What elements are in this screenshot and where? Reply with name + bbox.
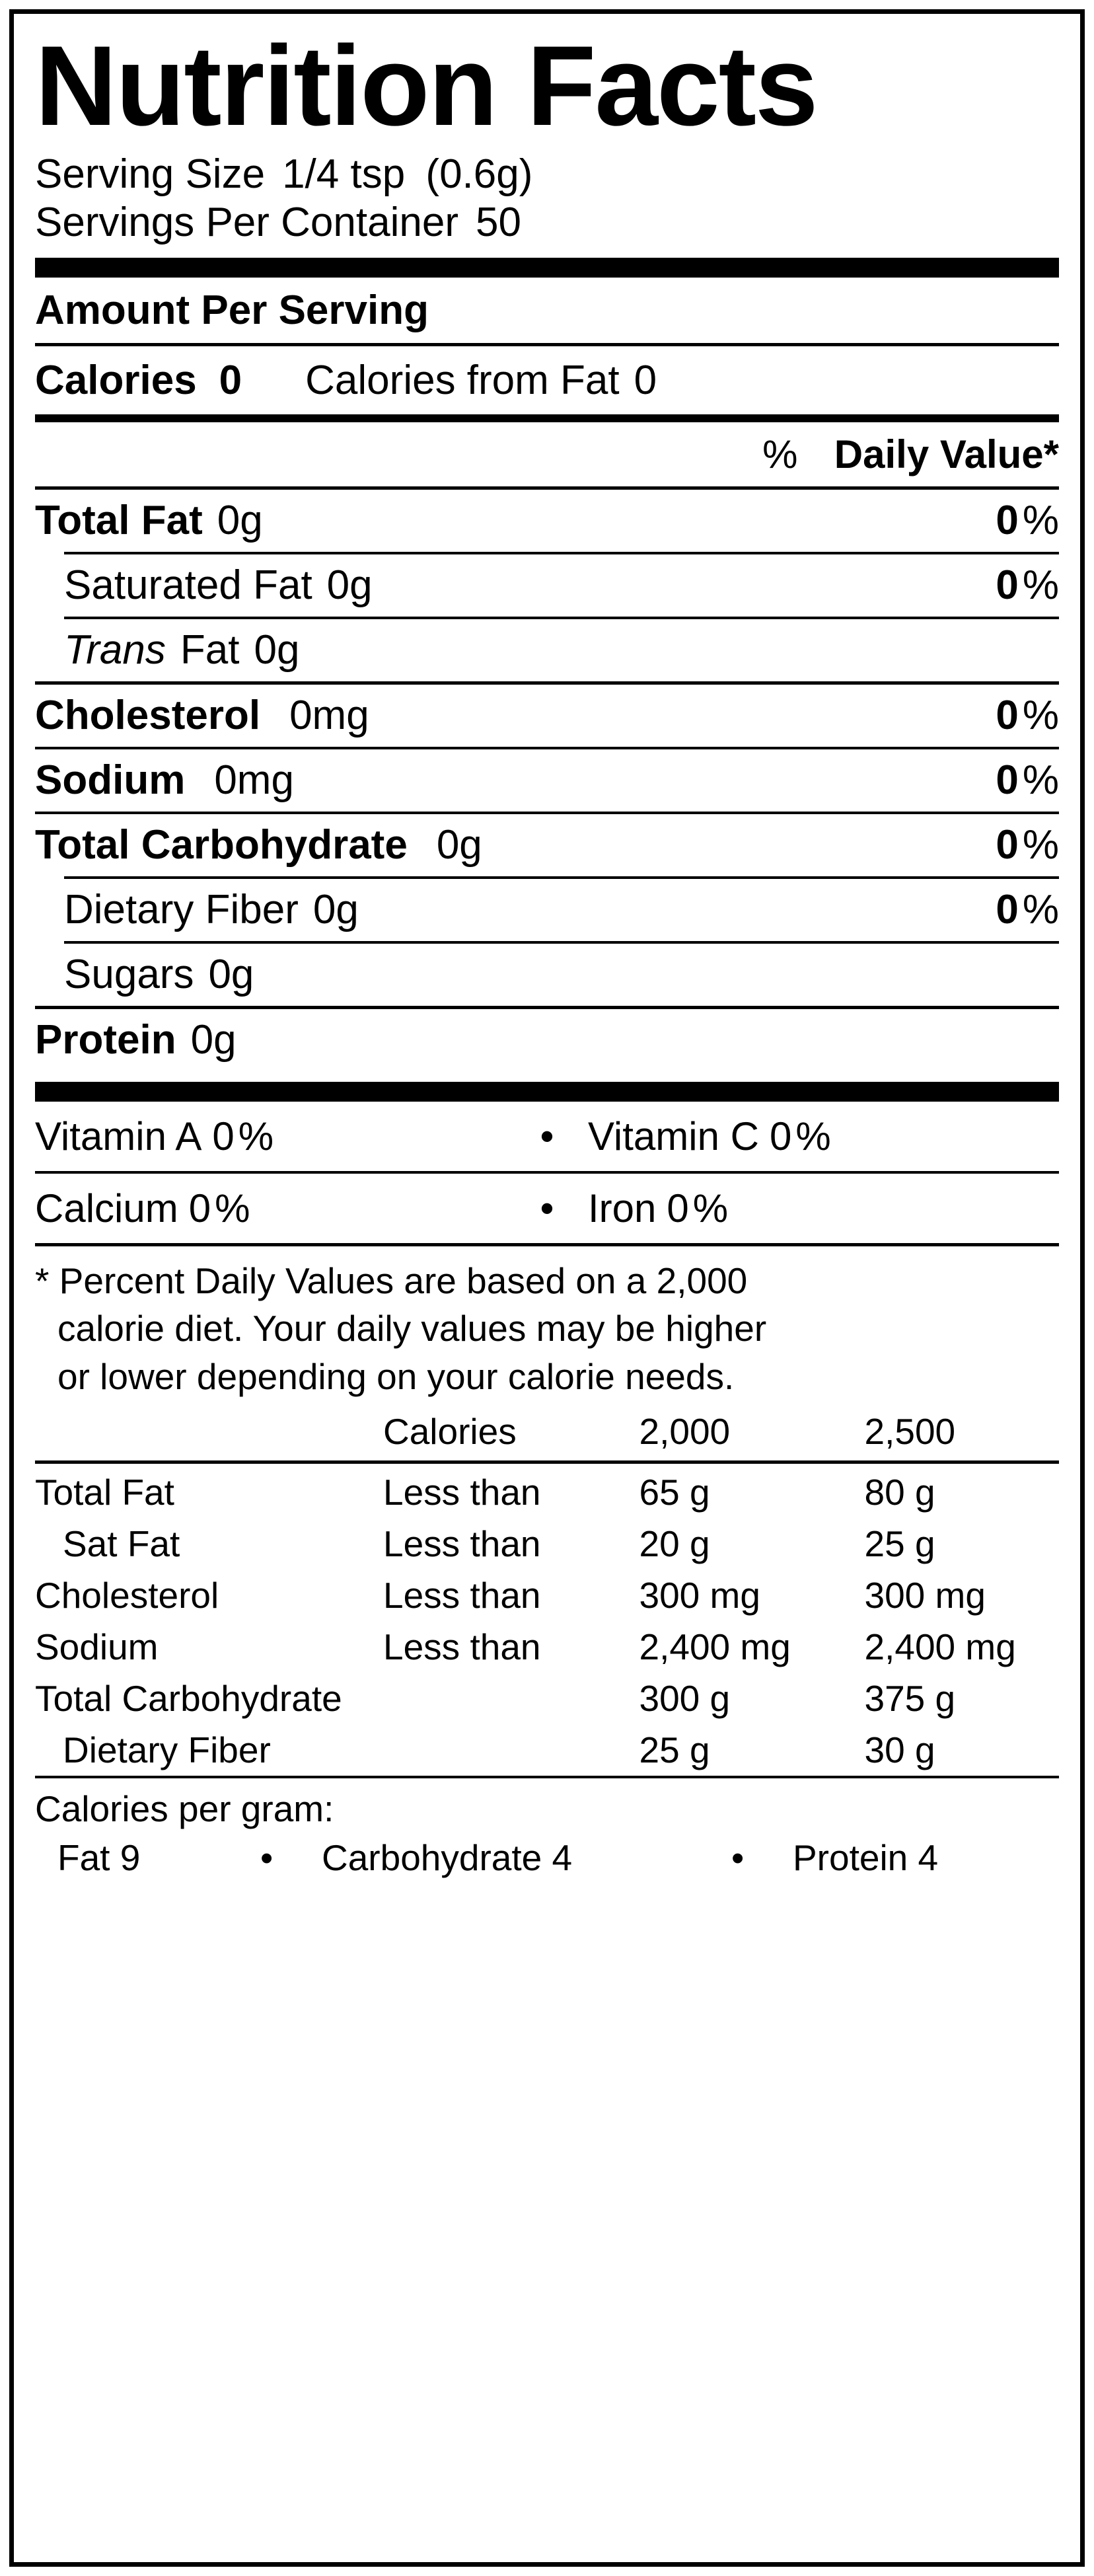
calories-from-fat-value: 0	[634, 357, 657, 403]
serving-size-metric: (0.6g)	[425, 151, 533, 198]
vitamin-name: Vitamin C	[588, 1114, 759, 1158]
dv-row-less	[383, 1724, 639, 1776]
nutrient-row-trans-fat	[35, 619, 1059, 681]
vitamin-row	[35, 1174, 1059, 1243]
dv-row-2500: 375 g	[864, 1678, 956, 1720]
nutrient-name: Dietary Fiber	[64, 886, 299, 932]
dv-row-less	[383, 1673, 639, 1724]
vitamin-percent-sign: %	[795, 1114, 831, 1158]
footnote-line: * Percent Daily Values are based on a 2,000	[35, 1260, 748, 1301]
dv-row-2000: 300 g	[639, 1678, 731, 1720]
serving-size-value: 1/4 tsp	[282, 151, 406, 198]
vitamin-name: Iron	[588, 1186, 657, 1231]
calories-value: 0	[219, 357, 242, 403]
dv-row-2000: 20 g	[639, 1523, 710, 1565]
vitamin-percent-sign: %	[692, 1186, 729, 1231]
dv-row-name: Dietary Fiber	[63, 1729, 271, 1771]
servings-per-container-value: 50	[475, 200, 521, 246]
nutrient-dv-sign: %	[1022, 821, 1059, 868]
nutrient-amount: 0g	[436, 821, 482, 868]
vitamin-percent-sign: %	[215, 1186, 250, 1231]
dv-row-name: Sodium	[35, 1626, 159, 1668]
cpg-fat: Fat 9	[57, 1837, 141, 1879]
nutrient-amount: 0g	[326, 562, 373, 608]
dv-header-2000: 2,000	[639, 1411, 731, 1453]
vitamin-value: 0	[667, 1186, 689, 1231]
vitamin-percent-sign: %	[238, 1114, 274, 1158]
dv-row-2000: 65 g	[639, 1472, 710, 1513]
dv-row-name: Total Carbohydrate	[35, 1678, 342, 1720]
servings-per-container-line	[35, 198, 1059, 246]
daily-value-reference-body	[35, 1466, 1059, 1776]
nutrient-dv-sign: %	[1022, 886, 1059, 932]
cpg-protein: Protein 4	[793, 1837, 939, 1879]
table-row	[35, 1518, 1059, 1570]
nutrient-name: Cholesterol	[35, 692, 261, 738]
cpg-carbohydrate: Carbohydrate 4	[322, 1837, 573, 1879]
footnote	[35, 1246, 1059, 1406]
nutrient-dv-sign: %	[1022, 692, 1059, 738]
nutrient-dv-sign: %	[1022, 562, 1059, 608]
dv-row-2500: 2,400 mg	[864, 1626, 1016, 1668]
nutrient-name: Saturated Fat	[64, 562, 312, 608]
dv-row-2500: 80 g	[864, 1472, 935, 1513]
nutrient-row-dietary-fiber	[35, 879, 1059, 941]
nutrient-name: Sodium	[35, 757, 186, 803]
daily-value-header	[35, 422, 1059, 486]
nutrient-amount: 0mg	[214, 757, 294, 803]
nutrient-dv: 0	[996, 692, 1019, 738]
nutrient-amount: 0g	[217, 497, 263, 543]
table-row	[35, 1621, 1059, 1673]
vitamin-name: Calcium	[35, 1186, 178, 1231]
vitamin-value: 0	[769, 1114, 792, 1158]
nutrient-dv-sign: %	[1022, 757, 1059, 803]
calories-per-gram-row	[35, 1834, 1059, 1879]
nutrient-dv: 0	[996, 886, 1019, 932]
serving-size-label: Serving Size	[35, 151, 266, 198]
nutrient-row-total-fat	[35, 490, 1059, 552]
nutrient-dv: 0	[996, 821, 1019, 868]
vitamin-value: 0	[212, 1114, 235, 1158]
dv-header-calories: Calories	[383, 1411, 517, 1453]
dv-row-name: Sat Fat	[63, 1523, 180, 1565]
vitamin-value: 0	[188, 1186, 211, 1231]
nutrient-dv: 0	[996, 497, 1019, 543]
daily-value-percent-sign: %	[762, 432, 798, 476]
dv-row-2000: 300 mg	[639, 1575, 760, 1616]
dv-header-2500: 2,500	[864, 1411, 956, 1453]
dv-row-2500: 30 g	[864, 1729, 935, 1771]
nutrient-row-total-carbohydrate	[35, 814, 1059, 876]
footnote-line: or lower depending on your calorie needs.	[57, 1355, 735, 1397]
footnote-line: calorie diet. Your daily values may be higher	[57, 1308, 767, 1349]
nutrient-amount: 0g	[190, 1016, 237, 1063]
nutrient-name: Total Carbohydrate	[35, 821, 408, 868]
divider-thick-top	[35, 258, 1059, 278]
calories-from-fat-label: Calories from Fat	[305, 357, 620, 403]
nutrient-amount: 0g	[254, 626, 300, 673]
nutrient-row-sodium	[35, 749, 1059, 812]
bullet-icon: •	[540, 1186, 554, 1231]
servings-per-container-label: Servings Per Container	[35, 200, 458, 246]
bullet-icon: •	[540, 1114, 554, 1158]
dv-row-2500: 25 g	[864, 1523, 935, 1565]
nutrient-amount: 0mg	[289, 692, 369, 738]
nutrient-amount: 0g	[312, 886, 359, 932]
calories-label: Calories	[35, 357, 197, 403]
calories-row	[35, 346, 1059, 414]
nutrient-name: Trans	[64, 626, 166, 673]
vitamin-name: Vitamin A	[35, 1114, 202, 1158]
nutrient-dv: 0	[996, 562, 1019, 608]
daily-value-reference-table	[35, 1406, 1059, 1459]
nutrient-row-sugars	[35, 944, 1059, 1006]
dv-row-less: Less than	[383, 1523, 541, 1565]
page-title: Nutrition Facts	[35, 22, 817, 149]
nutrient-dv: 0	[996, 757, 1019, 803]
dv-row-less: Less than	[383, 1575, 541, 1616]
daily-value-text: Daily Value*	[834, 432, 1059, 476]
bullet-icon: •	[260, 1837, 274, 1879]
table-header-row	[35, 1406, 1059, 1459]
dv-row-name: Cholesterol	[35, 1575, 219, 1616]
nutrient-dv-sign: %	[1022, 497, 1059, 543]
dv-row-name: Total Fat	[35, 1472, 174, 1513]
dv-row-2000: 25 g	[639, 1729, 710, 1771]
serving-size-line	[35, 150, 1059, 198]
nutrient-row-cholesterol	[35, 685, 1059, 747]
table-row	[35, 1673, 1059, 1724]
nutrient-row-saturated-fat	[35, 554, 1059, 617]
calories-per-gram-label: Calories per gram:	[35, 1788, 334, 1830]
table-row	[35, 1570, 1059, 1621]
amount-per-serving: Amount Per Serving	[35, 287, 429, 333]
dv-row-less: Less than	[383, 1626, 541, 1668]
nutrient-name: Sugars	[64, 951, 194, 997]
dv-row-2000: 2,400 mg	[639, 1626, 791, 1668]
nutrient-name: Protein	[35, 1016, 176, 1063]
nutrient-name-suffix: Fat	[180, 626, 240, 673]
dv-row-2500: 300 mg	[864, 1575, 986, 1616]
bullet-icon: •	[731, 1837, 745, 1879]
nutrient-name: Total Fat	[35, 497, 203, 543]
nutrient-row-protein	[35, 1009, 1059, 1071]
dv-row-less: Less than	[383, 1472, 541, 1513]
vitamin-row	[35, 1102, 1059, 1171]
dv-header-blank	[35, 1406, 383, 1459]
label-border	[9, 9, 1085, 2567]
table-row	[35, 1466, 1059, 1518]
divider-thick-vitamins	[35, 1082, 1059, 1102]
nutrient-amount: 0g	[208, 951, 254, 997]
divider-dv-table-header	[35, 1460, 1059, 1464]
divider-medium-dv	[35, 414, 1059, 422]
table-row	[35, 1724, 1059, 1776]
